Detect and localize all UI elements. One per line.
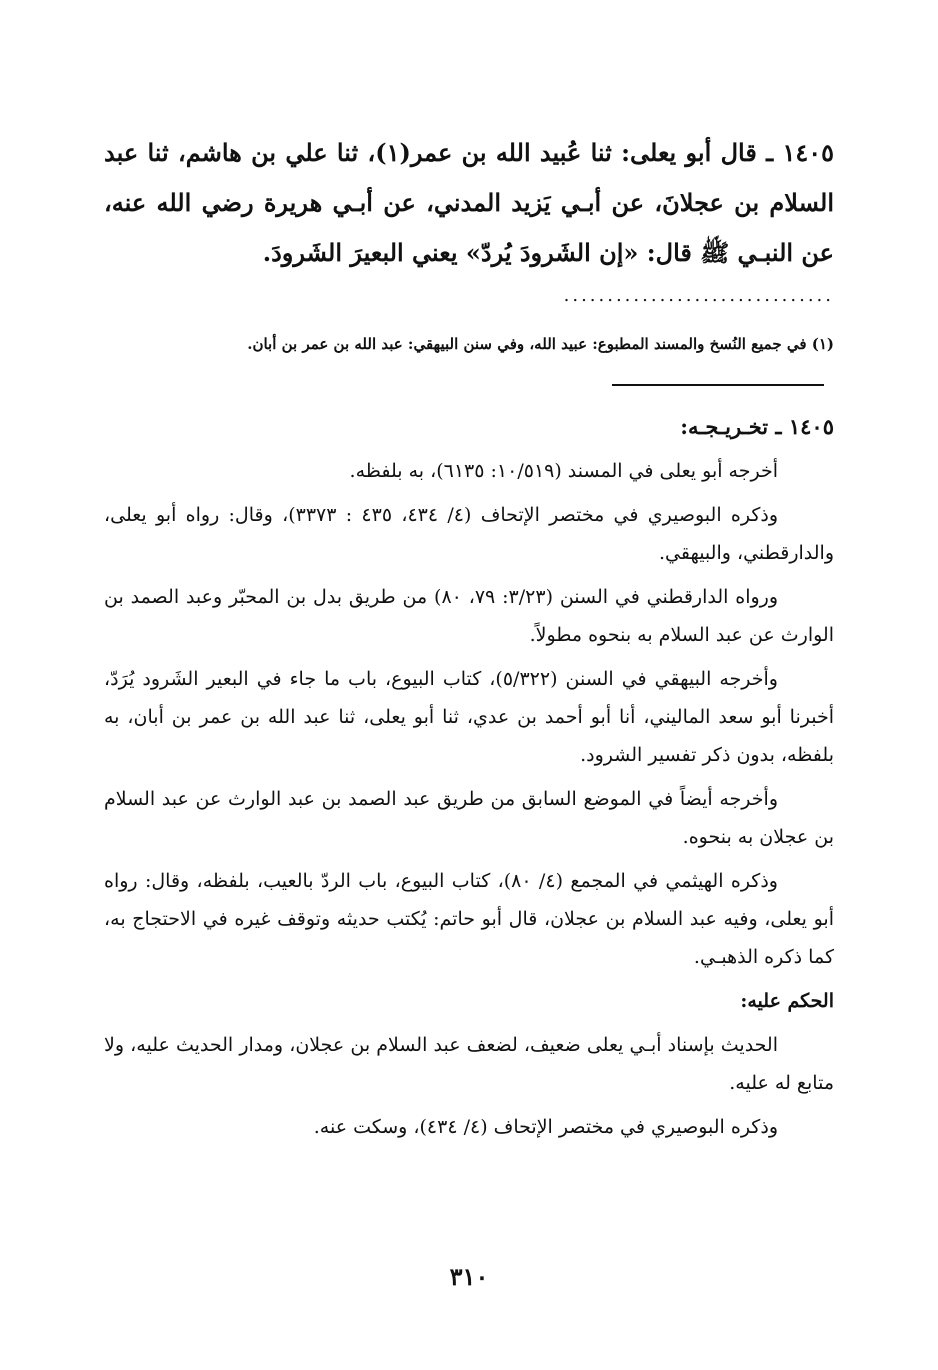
page-number: ٣١٠ xyxy=(449,1262,489,1291)
ruling-paragraph: الحديث بإسناد أبـي يعلى ضعيف، لضعف عبد السلام بن عجلان، ومدار الحديث عليه، ولا متابع له عليه. xyxy=(104,1034,834,1094)
takhrij-paragraph: وأخرجه البيهقي في السنن (٥/٣٢٢)، كتاب البيوع، باب ما جاء في البعير الشَرود يُرَدّ، أخبرنا أبو سعد الماليني، أنا أبو أحمد بن عدي، ثنا أبو يعلى، ثنا عبد الله بن عمر بن أبان، به بلفظه، بدون ذكر تفسير الشرود. xyxy=(104,668,834,766)
takhrij-paragraph: وذكره الهيثمي في المجمع (٤/ ٨٠)، كتاب البيوع، باب الردّ بالعيب، بلفظه، وقال: رواه أبو يعلى، وفيه عبد السلام بن عجلان، قال أبو حاتم: يُكتب حديثه وتوقف غيره في الاحتجاج به، كما ذكره الذهبـي. xyxy=(104,870,834,968)
footnote xyxy=(104,330,834,358)
commentary-section xyxy=(104,408,834,1152)
takhrij-paragraph: وأخرجه أيضاً في الموضع السابق من طريق عبد الصمد بن عبد الوارث عن عبد السلام بن عجلان به بنحوه. xyxy=(104,788,834,848)
section-divider xyxy=(612,384,824,386)
takhrij-paragraph: ورواه الدارقطني في السنن (٣/٢٣: ٧٩، ٨٠) من طريق بدل بن المحبّر وعبد الصمد بن الوارث عن عبد السلام به بنحوه مطولاً. xyxy=(104,586,834,646)
separator-dots: ............................... xyxy=(563,286,834,306)
footnote-text: (١) في جميع النُسخ والمسند المطبوع: عبيد الله، وفي سنن البيهقي: عبد الله بن عمر بن أبان. xyxy=(247,335,834,353)
takhrij-paragraph: وذكره البوصيري في مختصر الإتحاف (٤/ ٤٣٤، ٤٣٥ : ٣٣٧٣)، وقال: رواه أبو يعلى، والدارقطني، والبيهقي. xyxy=(104,504,834,564)
takhrij-heading: ١٤٠٥ ـ تخـريـجـه: xyxy=(680,414,834,439)
hadith-text-block xyxy=(104,128,834,278)
ruling-heading: الحكم عليه: xyxy=(740,990,834,1012)
takhrij-paragraph: أخرجه أبو يعلى في المسند (١٠/٥١٩: ٦١٣٥)، به بلفظه. xyxy=(349,460,778,482)
ruling-paragraph: وذكره البوصيري في مختصر الإتحاف (٤/ ٤٣٤)، وسكت عنه. xyxy=(313,1116,778,1138)
hadith-text: ١٤٠٥ ـ قال أبو يعلى: ثنا عُبيد الله بن عمر(١)، ثنا علي بن هاشم، ثنا عبد السلام بن عجلانَ، عن أبـي يَزيد المدني، عن أبـي هريرة رضي الله عنه، عن النبـي ﷺ قال: «إن الشَرودَ يُردّ» يعني البعيرَ الشَرودَ. xyxy=(104,138,834,267)
